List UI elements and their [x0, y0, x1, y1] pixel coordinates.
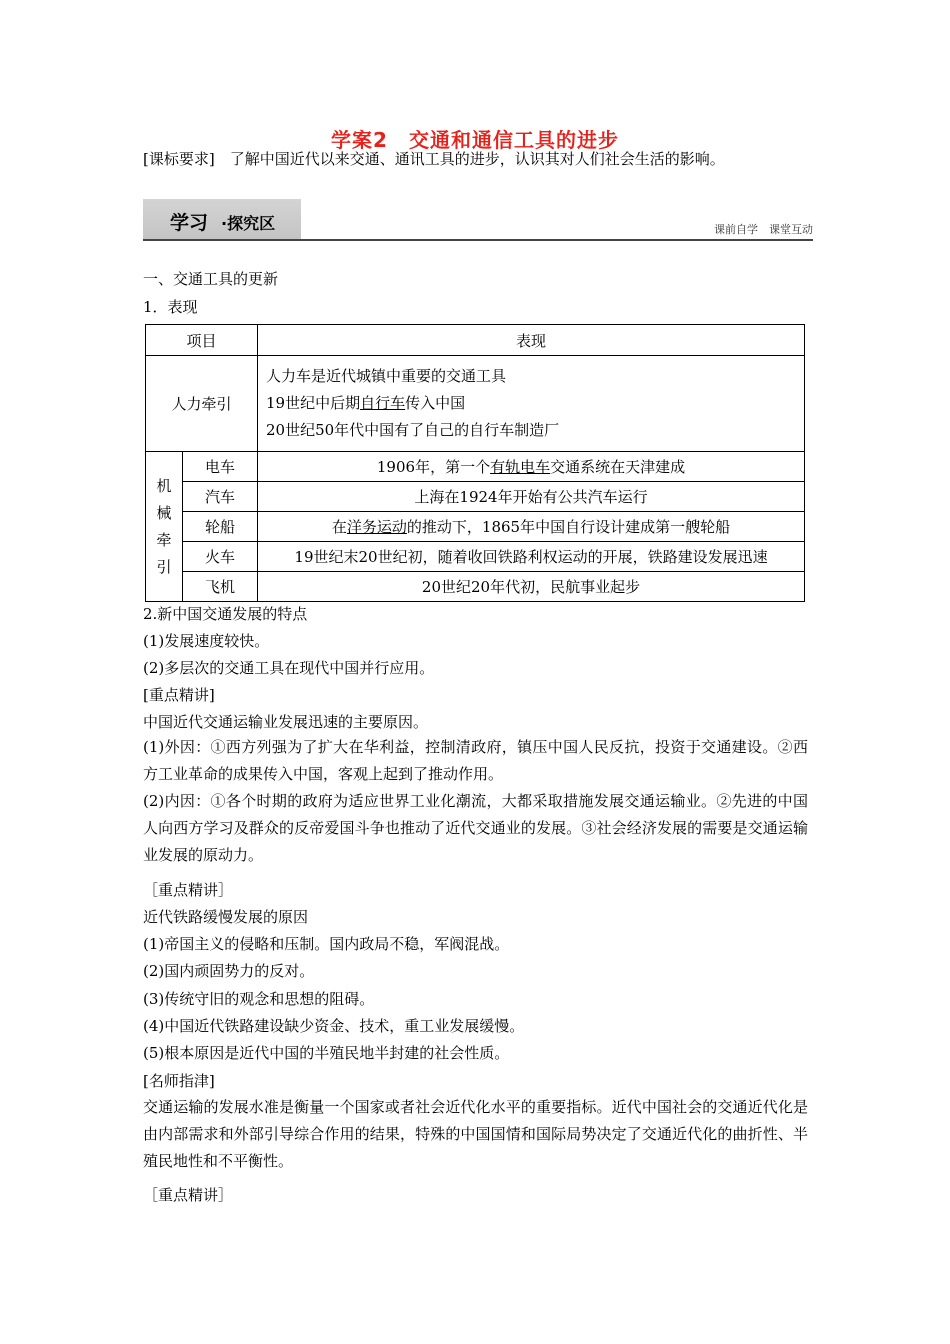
- table-row: [146, 482, 805, 512]
- row-detail: [258, 542, 805, 572]
- row-detail: [258, 452, 805, 482]
- row-detail-pre: 20世纪20年代初，民航事业起步: [421, 578, 641, 596]
- row-detail-pre: 在: [331, 518, 347, 536]
- row-detail: [258, 512, 805, 542]
- table-row: [146, 572, 805, 602]
- focus-label-1: [重点精讲]: [143, 686, 215, 704]
- table-header-row: [146, 325, 805, 356]
- mech-label-char: 机: [156, 476, 172, 495]
- row-detail-pre: 19世纪末20世纪初，随着收回铁路利权运动的开展，铁路建设发展迅速: [294, 548, 768, 566]
- list-item: (5)根本原因是近代中国的半殖民地半封建的社会性质。: [143, 1044, 510, 1062]
- manpower-line-3: 20世纪50年代中国有了自己的自行车制造厂: [266, 421, 560, 439]
- section-tab-main: 学习: [170, 212, 209, 234]
- transport-table: [145, 324, 805, 602]
- focus-2-title: 近代铁路缓慢发展的原因: [143, 908, 309, 926]
- manpower-line-2-underlined: 自行车: [360, 394, 406, 412]
- row-detail-underlined: 有轨电车: [490, 458, 551, 476]
- teacher-label: [名师指津]: [143, 1072, 215, 1090]
- table-header-item: 项目: [146, 325, 258, 356]
- table-header-show: 表现: [258, 325, 805, 356]
- section-header-bar: [143, 199, 813, 243]
- point-1: (1)发展速度较快。: [143, 632, 270, 650]
- row-detail: [258, 572, 805, 602]
- mech-label-char: 牵: [156, 530, 172, 549]
- section-bar-right-label: 课前自学 课堂互动: [714, 223, 813, 236]
- row-name: 电车: [183, 452, 258, 482]
- focus-1-title: 中国近代交通运输业发展迅速的主要原因。: [143, 713, 429, 731]
- mech-label-char: 械: [156, 503, 172, 522]
- teacher-paragraph: 交通运输的发展水准是衡量一个国家或者社会近代化水平的重要指标。近代中国社会的交通近代化是由内部需求和外部引导综合作用的结果，特殊的中国国情和国际局势决定了交通近代化的曲折性、半殖民地性和不平衡性。: [143, 1098, 808, 1170]
- row-name: 轮船: [183, 512, 258, 542]
- manpower-line-2-post: 传入中国: [405, 394, 466, 412]
- section-divider: [143, 239, 813, 241]
- list-item: (2)国内顽固势力的反对。: [143, 962, 315, 980]
- curriculum-requirement: [课标要求] 了解中国近代以来交通、通讯工具的进步，认识其对人们社会生活的影响。: [143, 150, 725, 168]
- mech-label: [146, 452, 183, 602]
- heading-transport-update: 一、交通工具的更新: [143, 270, 279, 288]
- table-row: [146, 452, 805, 482]
- section-tab: [143, 199, 301, 239]
- focus-1-internal: (2)内因：①各个时期的政府为适应世界工业化潮流，大都采取措施发展交通运输业。②先进的中国人向西方学习及群众的反帝爱国斗争也推动了近代交通业的发展。③社会经济发展的需要是交通运输业发展的原动力。: [143, 792, 808, 864]
- focus-1-external: (1)外因：①西方列强为了扩大在华利益，控制清政府，镇压中国人民反抗，投资于交通建设。②西方工业革命的成果传入中国，客观上起到了推动作用。: [143, 738, 808, 783]
- row-detail-pre: 上海在1924年开始有公共汽车运行: [414, 488, 648, 506]
- manpower-line-2-pre: 19世纪中后期: [266, 394, 361, 412]
- manpower-line-1: 人力车是近代城镇中重要的交通工具: [266, 367, 507, 385]
- row-detail-underlined: 洋务运动: [346, 518, 407, 536]
- row-name: 汽车: [183, 482, 258, 512]
- mech-label-char: 引: [156, 557, 172, 576]
- list-item: (4)中国近代铁路建设缺少资金、技术，重工业发展缓慢。: [143, 1017, 525, 1035]
- page-title: 学案2 交通和通信工具的进步: [331, 128, 619, 152]
- manpower-detail: [258, 356, 805, 452]
- table-row-manpower: [146, 356, 805, 452]
- row-detail-post: 的推动下，1865年中国自行设计建成第一艘轮船: [406, 518, 731, 536]
- heading-new-china: 2.新中国交通发展的特点: [143, 605, 308, 623]
- row-name: 飞机: [183, 572, 258, 602]
- row-detail-post: 交通系统在天津建成: [550, 458, 686, 476]
- point-2: (2)多层次的交通工具在现代中国并行应用。: [143, 659, 435, 677]
- table-row: [146, 512, 805, 542]
- row-detail: [258, 482, 805, 512]
- list-item: (3)传统守旧的观念和思想的阻碍。: [143, 990, 375, 1008]
- row-detail-pre: 1906年，第一个: [376, 458, 491, 476]
- table-row: [146, 542, 805, 572]
- manpower-line-2: [266, 390, 804, 417]
- row-name: 火车: [183, 542, 258, 572]
- focus-label-2: ［重点精讲］: [143, 881, 234, 899]
- list-item: (1)帝国主义的侵略和压制。国内政局不稳，军阀混战。: [143, 935, 510, 953]
- heading-performance: 1．表现: [143, 298, 198, 316]
- focus-label-3: ［重点精讲］: [143, 1186, 234, 1204]
- manpower-label: 人力牵引: [146, 356, 258, 452]
- section-tab-sub: ·探究区: [221, 214, 276, 233]
